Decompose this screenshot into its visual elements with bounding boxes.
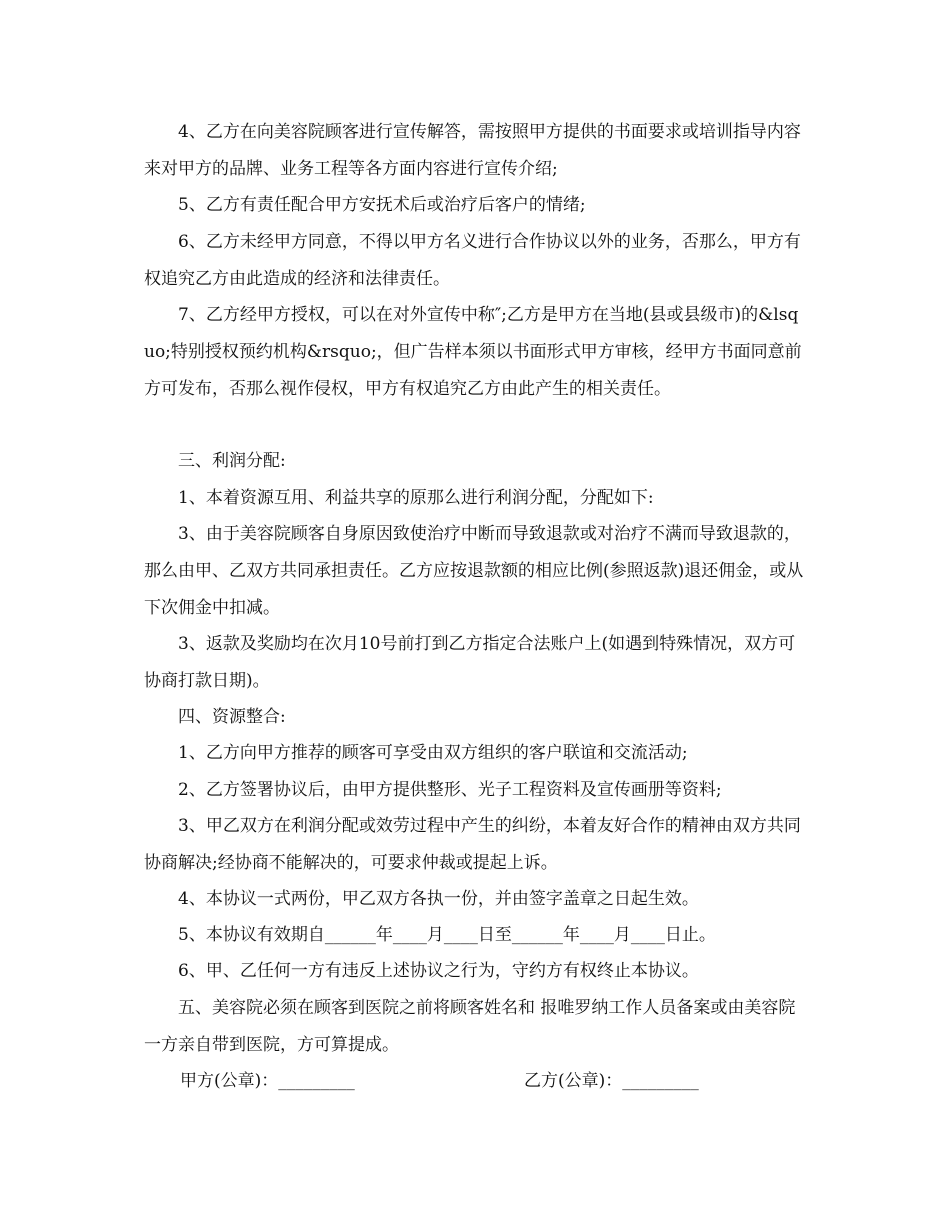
clause-3-3b: 3、返款及奖励均在次月10号前打到乙方指定合法账户上(如遇到特殊情况，双方可协商打款日期)。 <box>144 634 796 691</box>
clause-4-4: 4、本协议一式两份，甲乙双方各执一份，并由签字盖章之日起生效。 <box>178 889 699 909</box>
party-b-signature: 乙方(公章)：_________ <box>524 1071 699 1091</box>
section-5: 五、美容院必须在顾客到医院之前将顾客姓名和 报唯罗纳工作人员备案或由美容院一方亲自带到医院，方可算提成。 <box>144 998 796 1055</box>
clause-4-2: 2、乙方签署协议后，由甲方提供整形、光子工程资料及宣传画册等资料; <box>178 780 722 800</box>
clause-4-5: 5、本协议有效期自______年____月____日至______年____月____日止。 <box>178 925 716 945</box>
clause-4-3: 3、甲乙双方在利润分配或效劳过程中产生的纠纷，本着友好合作的精神由双方共同协商解决;经协商不能解决的，可要求仲裁或提起上诉。 <box>144 816 801 873</box>
clause-2-7: 7、乙方经甲方授权，可以在对外宣传中称″;乙方是甲方在当地(县或县级市)的&lsquo;特别授权预约机构&rsquo;，但广告样本须以书面形式甲方审核，经甲方书面同意前方可发布，否那么视作侵权，甲方有权追究乙方由此产生的相关责任。 <box>144 305 802 399</box>
clause-3-1: 1、本着资源互用、利益共享的原那么进行利润分配，分配如下: <box>178 488 654 508</box>
section-3-heading: 三、利润分配: <box>178 451 286 471</box>
party-a-signature: 甲方(公章)：_________ <box>180 1071 355 1091</box>
clause-2-5: 5、乙方有责任配合甲方安抚术后或治疗后客户的情绪; <box>178 195 586 215</box>
clause-4-6: 6、甲、乙任何一方有违反上述协议之行为，守约方有权终止本协议。 <box>178 961 699 981</box>
clause-3-3a: 3、由于美容院顾客自身原因致使治疗中断而导致退款或对治疗不满而导致退款的，那么由甲、乙双方共同承担责任。乙方应按退款额的相应比例(参照返款)退还佣金，或从下次佣金中扣减。 <box>144 524 804 618</box>
clause-4-1: 1、乙方向甲方推荐的顾客可享受由双方组织的客户联谊和交流活动; <box>178 743 688 763</box>
clause-2-6: 6、乙方未经甲方同意，不得以甲方名义进行合作协议以外的业务，否那么，甲方有权追究乙方由此造成的经济和法律责任。 <box>144 232 801 289</box>
clause-2-4: 4、乙方在向美容院顾客进行宣传解答，需按照甲方提供的书面要求或培训指导内容来对甲方的品牌、业务工程等各方面内容进行宣传介绍; <box>144 122 801 179</box>
section-4-heading: 四、资源整合: <box>178 707 286 727</box>
